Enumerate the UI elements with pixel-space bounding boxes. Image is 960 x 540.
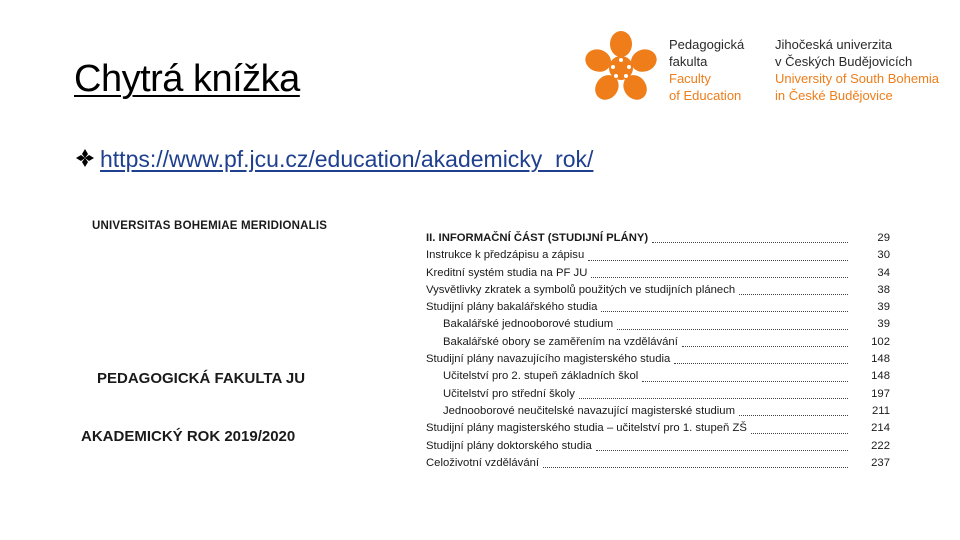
toc-row [426,282,890,299]
toc-entry-label: Studijní plány doktorského studia [426,439,592,452]
toc-leader-dots [682,346,848,347]
toc-leader-dots [739,294,848,295]
diamond-bullet-icon [74,148,96,168]
toc-leader-dots [588,260,848,261]
toc-entry-label: Kreditní systém studia na PF JU [426,266,588,279]
toc-entry-label: Bakalářské obory se zaměřením na vzdělávání [443,335,678,348]
logo-text-line: v Českých Budějovicích [775,54,913,69]
toc-row [426,247,890,264]
toc-entry-label: Studijní plány navazujícího magisterského studia [426,353,671,366]
logo-faculty-text [669,36,744,104]
toc-page-number: 39 [877,301,890,314]
toc-entry-label: Studijní plány bakalářského studia [426,301,598,314]
logo-text-line: Pedagogická [669,37,745,52]
toc-row [426,316,890,333]
logo-text-line: Jihočeská univerzita [775,37,893,52]
logo-university-text [775,36,939,104]
toc-page-number: 237 [871,456,890,469]
toc-leader-dots [591,277,848,278]
toc-leader-dots [652,242,848,243]
toc-page-number: 39 [877,318,890,331]
toc-page-number: 38 [877,283,890,296]
toc-page-number: 222 [871,439,890,452]
toc-entry-label: Bakalářské jednooborové studium [443,318,614,331]
toc-page-number: 29 [877,232,890,244]
toc-row [426,420,890,437]
toc-entry-label: Učitelství pro střední školy [443,387,575,400]
toc-leader-dots [601,311,848,312]
academic-year-link[interactable]: https://www.pf.jcu.cz/education/akademicky_rok/ [100,146,594,172]
toc-page-number: 148 [871,353,890,366]
logo-text-line: University of South Bohemia [775,71,940,86]
toc-page-number: 34 [877,266,890,279]
toc-row [426,455,890,472]
cover-faculty: PEDAGOGICKÁ FAKULTA JU [97,370,306,387]
toc-row [426,230,890,247]
toc-page-number: 30 [877,249,890,262]
toc-leader-dots [596,450,848,451]
toc-leader-dots [739,415,848,416]
logo-text-line: Faculty [669,71,711,86]
toc-leader-dots [617,329,848,330]
toc-row [426,265,890,282]
toc-page-number: 211 [871,404,890,417]
toc-page-number: 197 [871,387,890,400]
toc-page-number: 148 [871,370,890,383]
logo-text-line: fakulta [669,54,708,69]
toc-page-number: 102 [871,335,890,348]
toc-row [426,368,890,385]
cover-year: AKADEMICKÝ ROK 2019/2020 [81,428,296,445]
faculty-logo [583,30,960,105]
toc-row [426,403,890,420]
slide-title: Chytrá knížka [74,58,300,100]
toc-row [426,334,890,351]
toc-page-number: 214 [871,422,890,435]
toc-entry-label: Studijní plány magisterského studia – učitelství pro 1. stupeň ZŠ [426,422,747,435]
toc-leader-dots [543,467,848,468]
toc-row [426,438,890,455]
toc-leader-dots [642,381,848,382]
logo-text-line: in České Budějovice [775,88,893,103]
toc-leader-dots [751,433,848,434]
toc-row [426,299,890,316]
toc-entry-label: Vysvětlivky zkratek a symbolů použitých ve studijních plánech [426,283,736,296]
toc-entry-label: Instrukce k předzápisu a zápisu [426,249,585,262]
toc-leader-dots [579,398,848,399]
toc-entry-label: II. INFORMAČNÍ ČÁST (STUDIJNÍ PLÁNY) [426,232,649,244]
toc-leader-dots [674,363,848,364]
link-bullet [74,146,593,173]
toc-entry-label: Jednooborové neučitelské navazující magisterské studium [443,404,735,417]
cover-university: UNIVERSITAS BOHEMIAE MERIDIONALIS [92,220,328,232]
toc-entry-label: Učitelství pro 2. stupeň základních škol [443,370,639,383]
toc-row [426,386,890,403]
orange-flower-logo-icon [583,30,659,106]
table-of-contents [426,230,890,472]
toc-entry-label: Celoživotní vzdělávání [426,456,540,469]
booklet-preview [70,210,890,480]
toc-row [426,351,890,368]
logo-text-line: of Education [669,88,742,103]
